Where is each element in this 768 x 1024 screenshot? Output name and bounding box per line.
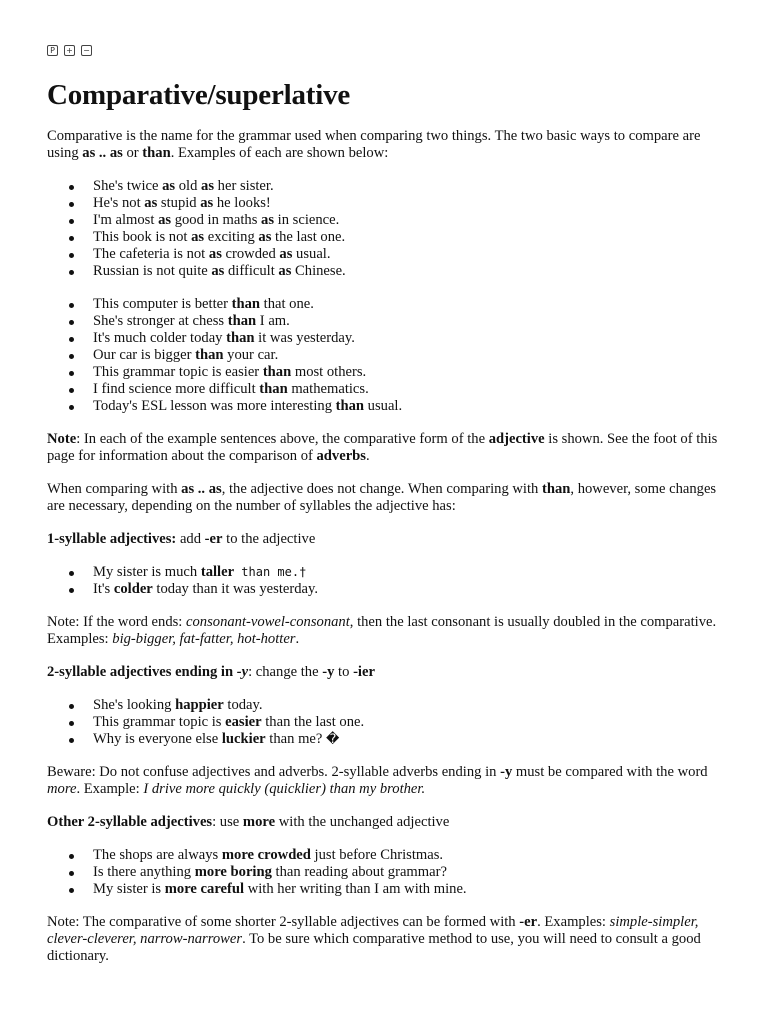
minus-icon[interactable]: − — [81, 45, 92, 56]
text-run: She's twice — [93, 178, 163, 194]
text-run: I'm almost — [93, 212, 159, 228]
text-run: He's not — [93, 195, 145, 211]
list-item — [47, 313, 727, 330]
list-item — [47, 881, 727, 898]
bold-text: more careful — [164, 881, 245, 897]
text-run: . Example: — [76, 781, 144, 797]
adverbs-note — [47, 431, 727, 465]
bold-text: more boring — [194, 864, 272, 880]
text-run: he looks! — [213, 195, 271, 211]
list-item — [47, 398, 727, 415]
list-item — [47, 581, 727, 598]
bold-text: happier — [175, 697, 224, 713]
text-run: your car. — [223, 347, 279, 363]
bold-text: as — [278, 263, 292, 279]
bold-text: 2-syllable adjectives ending in — [47, 664, 237, 680]
bold-text: than — [226, 330, 255, 346]
bold-text: as — [258, 229, 272, 245]
text-run: than reading about grammar? — [271, 864, 447, 880]
text-run: Russian is not quite — [93, 263, 212, 279]
text-run: . — [295, 631, 300, 647]
bold-text: than — [335, 398, 365, 414]
intro-paragraph — [47, 128, 727, 162]
italic-text: big-bigger, fat-fatter, hot-hotter — [112, 631, 296, 647]
text-run: This computer is better — [93, 296, 232, 312]
text-run: add — [176, 531, 205, 547]
text-run: than me.† — [234, 565, 307, 579]
two-syllable-y-list — [47, 697, 727, 748]
bold-text: as — [261, 212, 275, 228]
text-run: than the last one. — [261, 714, 365, 730]
plus-icon[interactable]: + — [64, 45, 75, 56]
bold-text: than — [542, 481, 571, 497]
text-run: This grammar topic is easier — [93, 364, 263, 380]
bold-text: as — [158, 212, 172, 228]
page-title: Comparative/superlative — [47, 79, 351, 111]
list-item — [47, 731, 727, 748]
than-examples-list — [47, 296, 727, 415]
list-item — [47, 296, 727, 313]
text-run: , then the last consonant is usually doubled in the comparative. Examples: — [47, 614, 717, 647]
text-run: , the adjective does not change. When comparing with — [221, 481, 542, 497]
text-run: . Examples of each are shown below: — [170, 145, 389, 161]
text-run: My sister is — [93, 881, 165, 897]
text-run: : In each of the example sentences above, the comparative form of the — [76, 431, 489, 447]
bold-text: as — [211, 263, 225, 279]
italic-text: simple-simpler, clever-cleverer, narrow-narrower — [47, 914, 699, 947]
bold-text: as — [208, 246, 222, 262]
bold-text: as — [279, 246, 293, 262]
text-run: it was yesterday. — [254, 330, 355, 346]
one-syllable-heading — [47, 531, 727, 548]
list-item — [47, 212, 727, 229]
text-run: than me? — [265, 731, 327, 747]
text-run: old — [175, 178, 202, 194]
text-run: It's — [93, 581, 114, 597]
list-item — [47, 347, 727, 364]
list-item — [47, 714, 727, 731]
bold-text: Note — [47, 431, 77, 447]
text-run: The cafeteria is not — [93, 246, 209, 262]
text-run: . — [365, 448, 370, 464]
list-item — [47, 195, 727, 212]
text-run: Note: If the word ends: — [47, 614, 187, 630]
text-run: must be compared with the word — [512, 764, 708, 780]
text-run: She's looking — [93, 697, 176, 713]
text-run: Note: The comparative of some shorter 2-syllable adjectives can be formed with — [47, 914, 520, 930]
bold-text: easier — [225, 714, 262, 730]
bold-text: Other 2-syllable adjectives — [47, 814, 213, 830]
text-run: Chinese. — [291, 263, 346, 279]
list-item — [47, 847, 727, 864]
text-run: exciting — [204, 229, 259, 245]
text-run: She's stronger at chess — [93, 313, 228, 329]
other-two-syllable-heading — [47, 814, 727, 831]
text-run: to — [334, 664, 354, 680]
text-run: is shown. See the foot of this page for information about the comparison of — [47, 431, 718, 464]
text-run: Why is everyone else — [93, 731, 222, 747]
text-run: This grammar topic is — [93, 714, 226, 730]
italic-text: I drive more quickly (quicklier) than my brother. — [143, 781, 426, 797]
text-run: Is there anything — [93, 864, 195, 880]
text-run: crowded — [221, 246, 280, 262]
text-run: Our car is bigger — [93, 347, 196, 363]
text-run: good in maths — [171, 212, 262, 228]
list-item — [47, 178, 727, 195]
text-run: The shops are always — [93, 847, 222, 863]
italic-text: more — [47, 781, 77, 797]
text-run: I am. — [256, 313, 290, 329]
bold-text: -y — [322, 664, 335, 680]
bold-text: -y — [236, 664, 249, 680]
bold-text: than — [259, 381, 288, 397]
bold-text: -y — [500, 764, 513, 780]
cvc-note — [47, 614, 727, 648]
bold-text: 1-syllable adjectives: — [47, 531, 177, 547]
text-run: today than it was yesterday. — [152, 581, 318, 597]
text-run: When comparing with — [47, 481, 182, 497]
bold-text: more — [242, 814, 276, 830]
text-run: in science. — [274, 212, 340, 228]
text-run: or — [122, 145, 143, 161]
beware-paragraph — [47, 764, 727, 798]
text-run: difficult — [224, 263, 279, 279]
bold-text: than — [195, 347, 224, 363]
bold-text: as .. as — [181, 481, 222, 497]
bold-text: -er — [519, 914, 538, 930]
bold-text: than — [262, 364, 292, 380]
text-run: . Examples: — [537, 914, 610, 930]
bold-text: colder — [113, 581, 153, 597]
bold-text: as — [162, 178, 176, 194]
italic-text: consonant-vowel-consonant — [186, 614, 350, 630]
text-run: Beware: Do not confuse adjectives and adverbs. 2-syllable adverbs ending in — [47, 764, 501, 780]
text-run: . To be sure which comparative method to use, you will need to consult a good dictionary. — [47, 931, 701, 964]
bold-text: adverbs — [316, 448, 366, 464]
bold-text: than — [227, 313, 257, 329]
text-run: � — [326, 732, 340, 747]
bold-text: as — [201, 178, 215, 194]
text-run: mathematics. — [287, 381, 369, 397]
shorter-adjectives-note — [47, 914, 727, 965]
bold-text: adjective — [488, 431, 545, 447]
p-icon[interactable]: P — [47, 45, 58, 56]
text-run: stupid — [157, 195, 201, 211]
list-item — [47, 864, 727, 881]
list-item — [47, 697, 727, 714]
bold-text: more crowded — [221, 847, 311, 863]
text-run: usual. — [292, 246, 331, 262]
text-run: Comparative is the name for the grammar used when comparing two things. The two basic ways to compare are using — [47, 128, 701, 161]
bold-text: as — [200, 195, 214, 211]
text-run: that one. — [260, 296, 314, 312]
list-item — [47, 263, 727, 280]
bold-text: -er — [204, 531, 223, 547]
bold-text: as .. as — [82, 145, 123, 161]
text-run: most others. — [291, 364, 367, 380]
text-run: with her writing than I am with mine. — [244, 881, 467, 897]
bold-text: taller — [200, 564, 235, 580]
text-run: to the adjective — [222, 531, 316, 547]
article-body — [47, 128, 727, 981]
text-run: , however, some changes are necessary, depending on the number of syllables the adjective has: — [47, 481, 717, 514]
text-run: It's much colder today — [93, 330, 227, 346]
text-run: : change the — [248, 664, 323, 680]
bold-text: -ier — [353, 664, 375, 680]
text-run: with the unchanged adjective — [275, 814, 450, 830]
text-run: today. — [223, 697, 263, 713]
text-run: the last one. — [271, 229, 346, 245]
other-two-syllable-list — [47, 847, 727, 898]
text-run: usual. — [364, 398, 403, 414]
toolbar — [47, 45, 92, 56]
one-syllable-list — [47, 564, 727, 598]
list-item — [47, 564, 727, 581]
as-examples-list — [47, 178, 727, 280]
bold-text: as — [191, 229, 205, 245]
text-run: Today's ESL lesson was more interesting — [93, 398, 336, 414]
list-item — [47, 229, 727, 246]
bold-text: luckier — [221, 731, 266, 747]
bold-text: than — [231, 296, 260, 312]
list-item — [47, 381, 727, 398]
text-run: just before Christmas. — [310, 847, 444, 863]
text-run: I find science more difficult — [93, 381, 260, 397]
two-syllable-y-heading — [47, 664, 727, 681]
bold-text: as — [144, 195, 158, 211]
text-run: : use — [212, 814, 243, 830]
comparing-paragraph — [47, 481, 727, 515]
bold-text: than — [142, 145, 171, 161]
list-item — [47, 330, 727, 347]
text-run: My sister is much — [93, 564, 201, 580]
text-run: This book is not — [93, 229, 192, 245]
list-item — [47, 246, 727, 263]
list-item — [47, 364, 727, 381]
text-run: her sister. — [214, 178, 274, 194]
